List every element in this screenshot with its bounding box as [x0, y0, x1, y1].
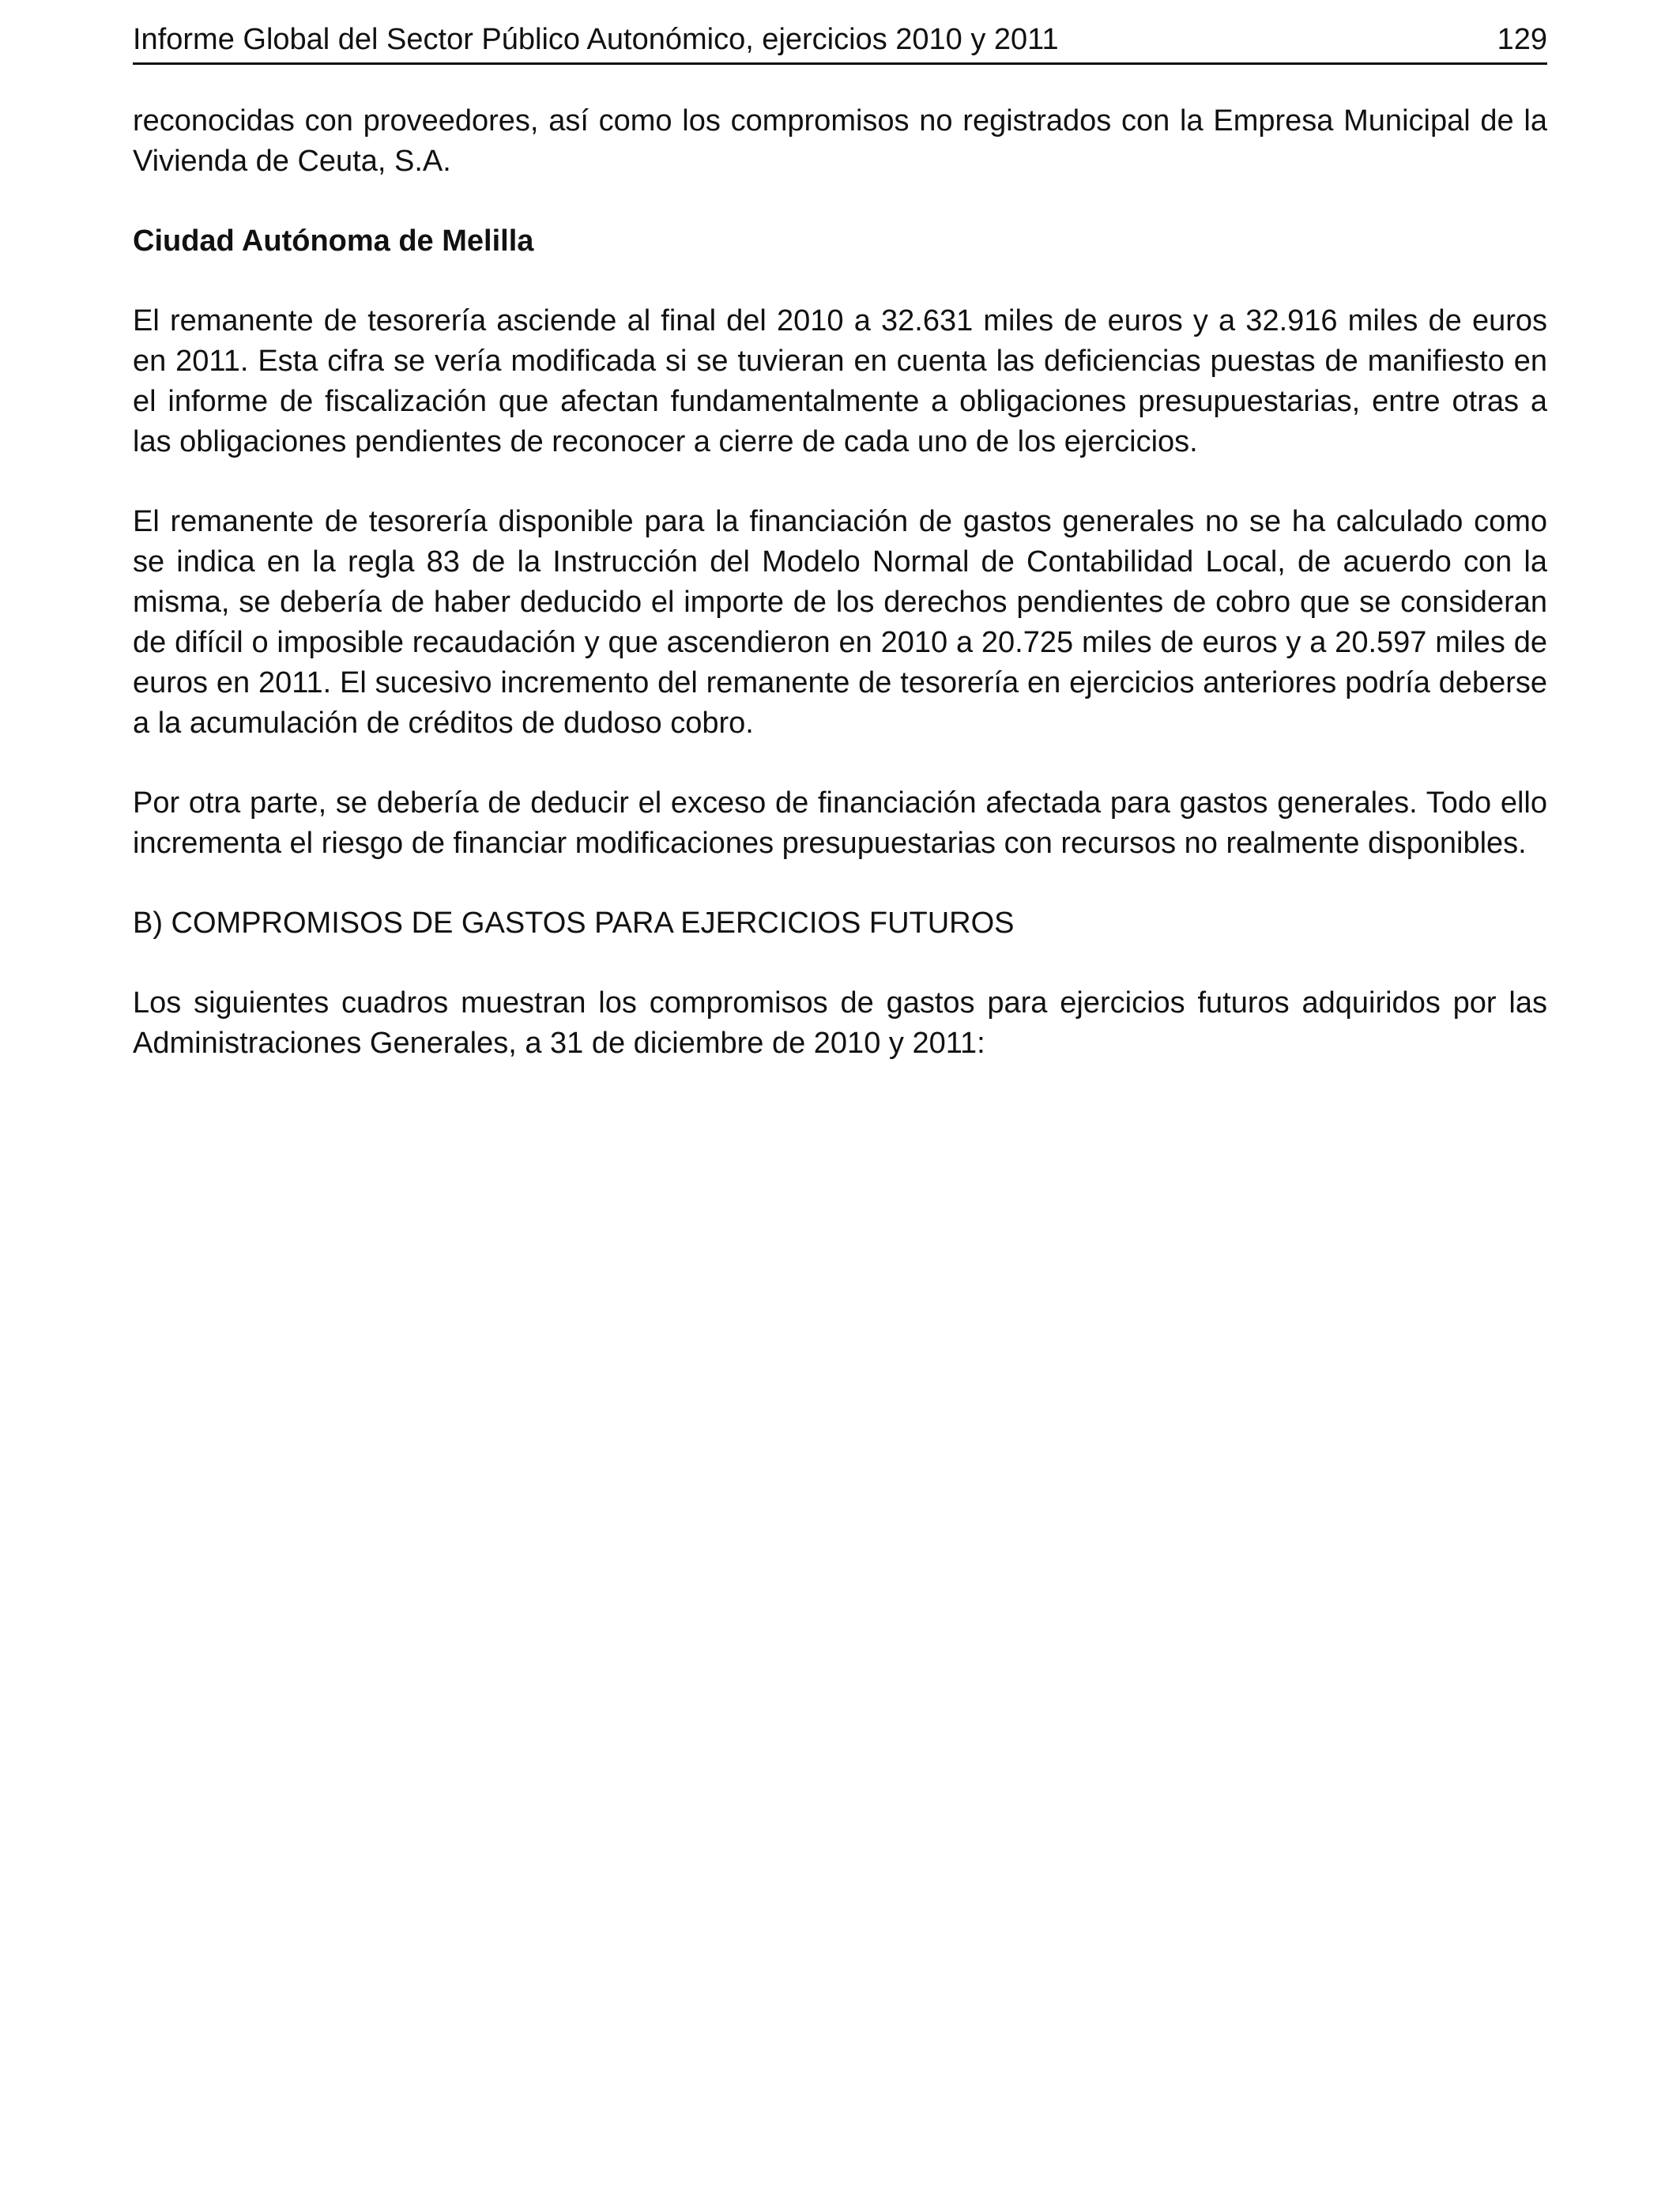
section-heading-compromisos: B) COMPROMISOS DE GASTOS PARA EJERCICIOS FUTUROS [133, 907, 1015, 940]
paragraph-remanente-disponible: El remanente de tesorería disponible para la financiación de gastos generales no se ha calculado como se indica en la regla 83 de la Instrucción del Modelo Normal de Contabilidad Local, de acuerdo con la misma, se debería de haber deducido el importe de los derechos pendientes de cobro que se consideran de difícil o imposible recaudación y que ascendieron en 2010 a 20.725 miles de euros y a 20.597 miles de euros en 2011. El sucesivo incremento del remanente de tesorería en ejercicios anteriores podría deberse a la acumulación de créditos de dudoso cobro. [133, 505, 1547, 740]
running-header [133, 21, 1547, 65]
paragraph-cuadros: Los siguientes cuadros muestran los compromisos de gastos para ejercicios futuros adquiridos por las Administraciones Generales, a 31 de diciembre de 2010 y 2011: [133, 986, 1547, 1060]
page-number: 129 [1497, 23, 1547, 56]
body-text [133, 101, 1547, 1103]
paragraph-exceso-financiacion: Por otra parte, se debería de deducir el exceso de financiación afectada para gastos generales. Todo ello incrementa el riesgo de financiar modificaciones presupuestarias con recursos no realmente disponibles. [133, 786, 1547, 860]
paragraph-remanente: El remanente de tesorería asciende al final del 2010 a 32.631 miles de euros y a 32.916 miles de euros en 2011. Esta cifra se vería modificada si se tuvieran en cuenta las deficiencias puestas de manifiesto en el informe de fiscalización que afectan fundamentalmente a obligaciones presupuestarias, entre otras a las obligaciones pendientes de reconocer a cierre de cada uno de los ejercicios. [133, 304, 1547, 458]
section-heading-melilla: Ciudad Autónoma de Melilla [133, 224, 534, 258]
paragraph-continuation: reconocidas con proveedores, así como los compromisos no registrados con la Empresa Municipal de la Vivienda de Ceuta, S.A. [133, 104, 1547, 178]
header-title: Informe Global del Sector Público Autonómico, ejercicios 2010 y 2011 [133, 23, 1059, 56]
